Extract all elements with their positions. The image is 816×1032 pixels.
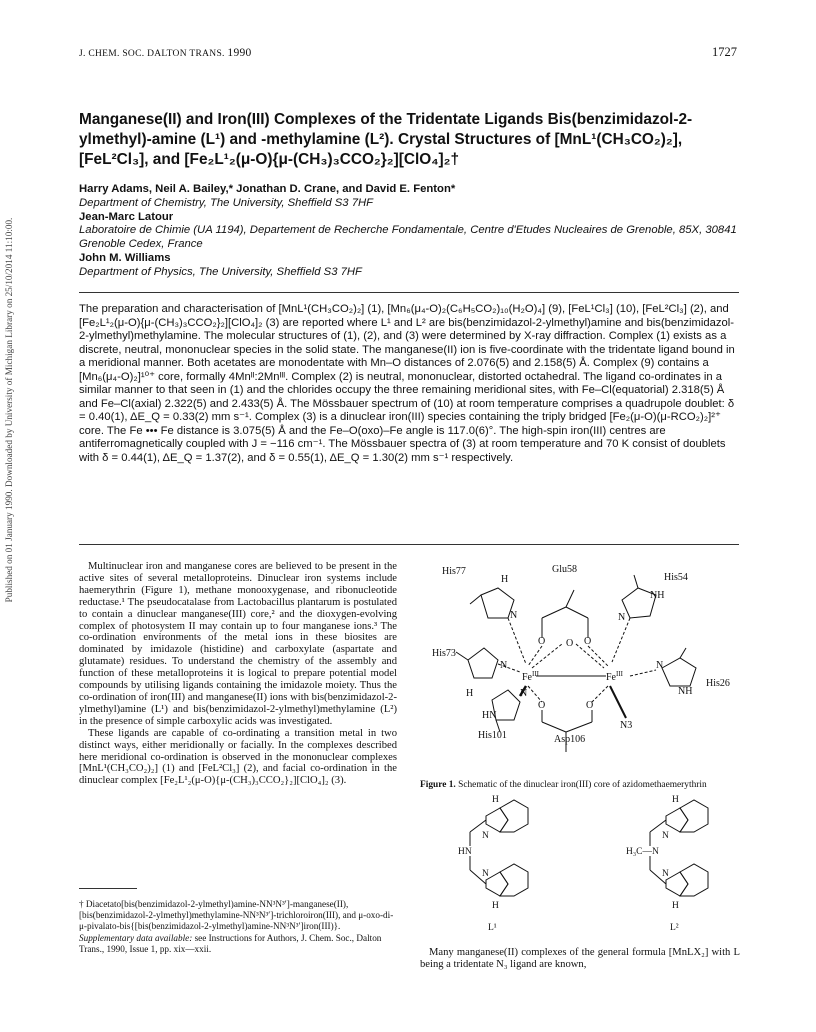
- l1-label: L¹: [488, 923, 497, 933]
- l1-hn: HN: [458, 847, 472, 857]
- author-names-3: John M. Williams: [79, 251, 171, 264]
- body-right-column: [420, 947, 740, 971]
- footnote-rule: [79, 888, 137, 889]
- journal-year: 1990: [227, 47, 252, 59]
- his73-n: N: [500, 660, 508, 671]
- glu-oxygen-right: O: [584, 636, 592, 647]
- glu58-label: Glu58: [552, 564, 577, 575]
- his77-label: His77: [442, 566, 466, 577]
- asp-oxygen-right: O: [586, 700, 594, 711]
- download-notice: Published on 01 January 1990. Downloaded by University of Michigan Library on 25/10/2014 11:10:00.: [4, 217, 14, 603]
- running-header: [79, 47, 252, 59]
- l1-n-top: N: [482, 831, 489, 841]
- l1-n-bottom: N: [482, 869, 489, 879]
- body-paragraph-1: Multinuclear iron and manganese cores are believed to be present in the active sites of several metalloproteins. Dinuclear iron systems include haemerythrin (Figure 1), methane monooxygenase, and ribonucleotide reductase.¹ The pseudocatalase from Lactobacillus plantarum is postulated to contain a dinuclear manganese(III) core,² and the dioxygen-evolving complex of photosystem II may contain up to four manganese ions.³ The co-ordination environments of the metal ions in these biosites are dominated by imidazole (histidine) and carboxylate (aspartate and glutamate) residues. To understand the chemistry of the assembly and function of these metalloproteins it is logical to prepare potential model compounds by utilising ligands containing the imidazole moiety. Thus the co-ordination of iron(III) and manganese(II) ions with bis(benzimidazol-2-ylmethyl)amine (L¹) and bis(benzimidazol-2-ylmethyl)methylamine (L²) in the presence of simple carboxylic acids was investigated.: [79, 561, 397, 727]
- l1-h-top: H: [492, 795, 499, 805]
- figure-1-schematic: [416, 560, 740, 790]
- journal-name: J. CHEM. SOC. DALTON TRANS.: [79, 49, 225, 59]
- azide-label: N3: [620, 720, 633, 731]
- article-title: Manganese(II) and Iron(III) Complexes of the Tridentate Ligands Bis(benzimidazol-2-ylmethyl)-amine (L¹) and -methylamine (L²). Crystal Structures of [MnL¹(CH₃CO₂)₂], [FeL²Cl₃], and [Fe₂L¹₂(μ-O){μ-(CH₃)₃CCO₂}₂][ClO₄]₂†: [79, 111, 693, 168]
- his77-h: H: [501, 574, 509, 585]
- ligand-structures: [430, 790, 740, 940]
- footnote-supplementary: Supplementary data available: see Instructions for Authors, J. Chem. Soc., Dalton Trans., 1990, Issue 1, pp. xix—xxii.: [79, 932, 382, 954]
- l2-label: L²: [670, 923, 679, 933]
- author-affiliation-2: Laboratoire de Chimie (UA 1194), Departement de Recherche Fondamentale, Centre d'Etudes Nucleaires de Grenoble, 85X, 30841 Grenoble Cedex, France: [79, 224, 737, 251]
- his54-nh: NH: [650, 590, 665, 601]
- body-paragraph-3: Many manganese(II) complexes of the general formula [MnLX₂] with L being a tridentate N₃ ligand are known,: [420, 947, 740, 970]
- glu-oxygen-left: O: [538, 636, 546, 647]
- his101-hn: HN: [482, 710, 497, 721]
- body-left-column: [79, 561, 397, 787]
- asp106-label: Asp106: [554, 734, 586, 745]
- fe-left: $Fe^{III}$: [522, 670, 539, 683]
- his73-label: His73: [432, 648, 456, 659]
- page-number: 1727: [712, 45, 737, 59]
- l2-h3cn: H₃C—N: [626, 847, 659, 857]
- his26-nh: NH: [678, 686, 693, 697]
- his54-n: N: [618, 612, 626, 623]
- oxo-oxygen: O: [566, 638, 574, 649]
- his77-n: N: [510, 610, 518, 621]
- his101-n: N: [520, 688, 528, 699]
- his26-n: N: [656, 660, 664, 671]
- fe-right: $Fe^{III}$: [606, 670, 623, 683]
- asp-oxygen-left: O: [538, 700, 546, 711]
- his26-label: His26: [706, 678, 730, 689]
- author-names-1: Harry Adams, Neil A. Bailey,* Jonathan D. Crane, and David E. Fenton*: [79, 183, 456, 195]
- l2-n-bottom: N: [662, 869, 669, 879]
- l2-n-top: N: [662, 831, 669, 841]
- author-affiliation-1: Department of Chemistry, The University, Sheffield S3 7HF: [79, 196, 374, 209]
- l1-h-bottom: H: [492, 901, 499, 911]
- author-block: [79, 183, 739, 280]
- l2-h-top: H: [672, 795, 679, 805]
- footnote-dagger: † Diacetato[bis(benzimidazol-2-ylmethyl)amine-NN³N³′]-manganese(II), [bis(benzimidazol-2-ylmethyl)methylamine-NN³N³′]-trichloroiron(III), and μ-oxo-di-μ-pivalato-bis{[bis(benzimidazol-2-ylmethyl)amine-NN³N³′]iron(III)}.: [79, 899, 394, 931]
- l2-h-bottom: H: [672, 901, 679, 911]
- footnotes: [79, 899, 397, 956]
- abstract-top-rule: [79, 292, 739, 293]
- author-names-2: Jean-Marc Latour: [79, 210, 174, 223]
- body-paragraph-2: These ligands are capable of co-ordinating a transition metal in two distinct ways, either meridionally or facially. In the complexes described here meridional co-ordination is observed in the mononuclear complexes [MnL¹(CH₃CO₂)₂] (1) and [FeL²Cl₃] (2), and facial co-ordination in the dinuclear complex [Fe₂L¹₂(μ-O){μ-(CH₃)₃CCO₂}₂][ClO₄]₂ (3).: [79, 727, 397, 787]
- figure-1-caption: Figure 1. Schematic of the dinuclear iron(III) core of azidomethaemerythrin: [420, 780, 707, 790]
- his73-h: H: [466, 688, 474, 699]
- his54-label: His54: [664, 572, 688, 583]
- his101-label: His101: [478, 730, 507, 741]
- abstract: The preparation and characterisation of [MnL¹(CH₃CO₂)₂] (1), [Mn₆(μ₄-O)₂(C₆H₅CO₂)₁₀(H₂O)₄] (9), [FeL¹Cl₃] (10), [FeL²Cl₃] (2), and [Fe₂L¹₂(μ-O){μ-(CH₃)₃CCO₂}₂][ClO₄]₂ (3) are reported where L¹ and L² are bis(benzimidazol-2-ylmethyl)amine and bis(benzimidazol-2-ylmethyl)methylamine. The molecular structures of (1), (2), and (3) were determined by X-ray diffraction. Complex (1) exists as a discrete, neutral, mononuclear species in the solid state. The manganese(II) ion is five-coordinate with the tridentate ligand bound in a meridional manner. Both acetates are monodentate with Mn–O distances of 2.076(5) and 2.158(5) Å. Complex (9) contains a [Mn₆(μ₄-O)₂]¹⁰⁺ core, formally 4Mnᴵᴵ:2Mnᴵᴵᴵ. Complex (2) is neutral, mononuclear, distorted octahedral. The ligand co-ordinates in a similar manner to that seen in (1) and the chlorides occupy the three remaining meridional sites, with Fe–Cl(equatorial) 2.318(5) Å and Fe–Cl(axial) 2.322(5) and 2.433(5) Å. The Mössbauer spectrum of (10) at room temperature comprises a quadrupole doublet: δ = 0.40(1), ΔE_Q = 0.33(2) mm s⁻¹. Complex (3) is a dinuclear iron(III) species containing the triply bridged [Fe₂(μ-O)(μ-RCO₂)₂]²⁺ core. The Fe ••• Fe distance is 3.075(5) Å and the Fe–O(oxo)–Fe angle is 117.0(6)°. The high-spin iron(III) centres are antiferromagnetically coupled with J = −116 cm⁻¹. The Mössbauer spectra of (3) at room temperature and 70 K consist of doublets with δ = 0.44(1), ΔE_Q = 1.37(2), and δ = 0.55(1), ΔE_Q = 1.30(2) mm s⁻¹ respectively.: [79, 303, 735, 464]
- abstract-bottom-rule: [79, 544, 739, 545]
- author-affiliation-3: Department of Physics, The University, Sheffield S3 7HF: [79, 265, 362, 278]
